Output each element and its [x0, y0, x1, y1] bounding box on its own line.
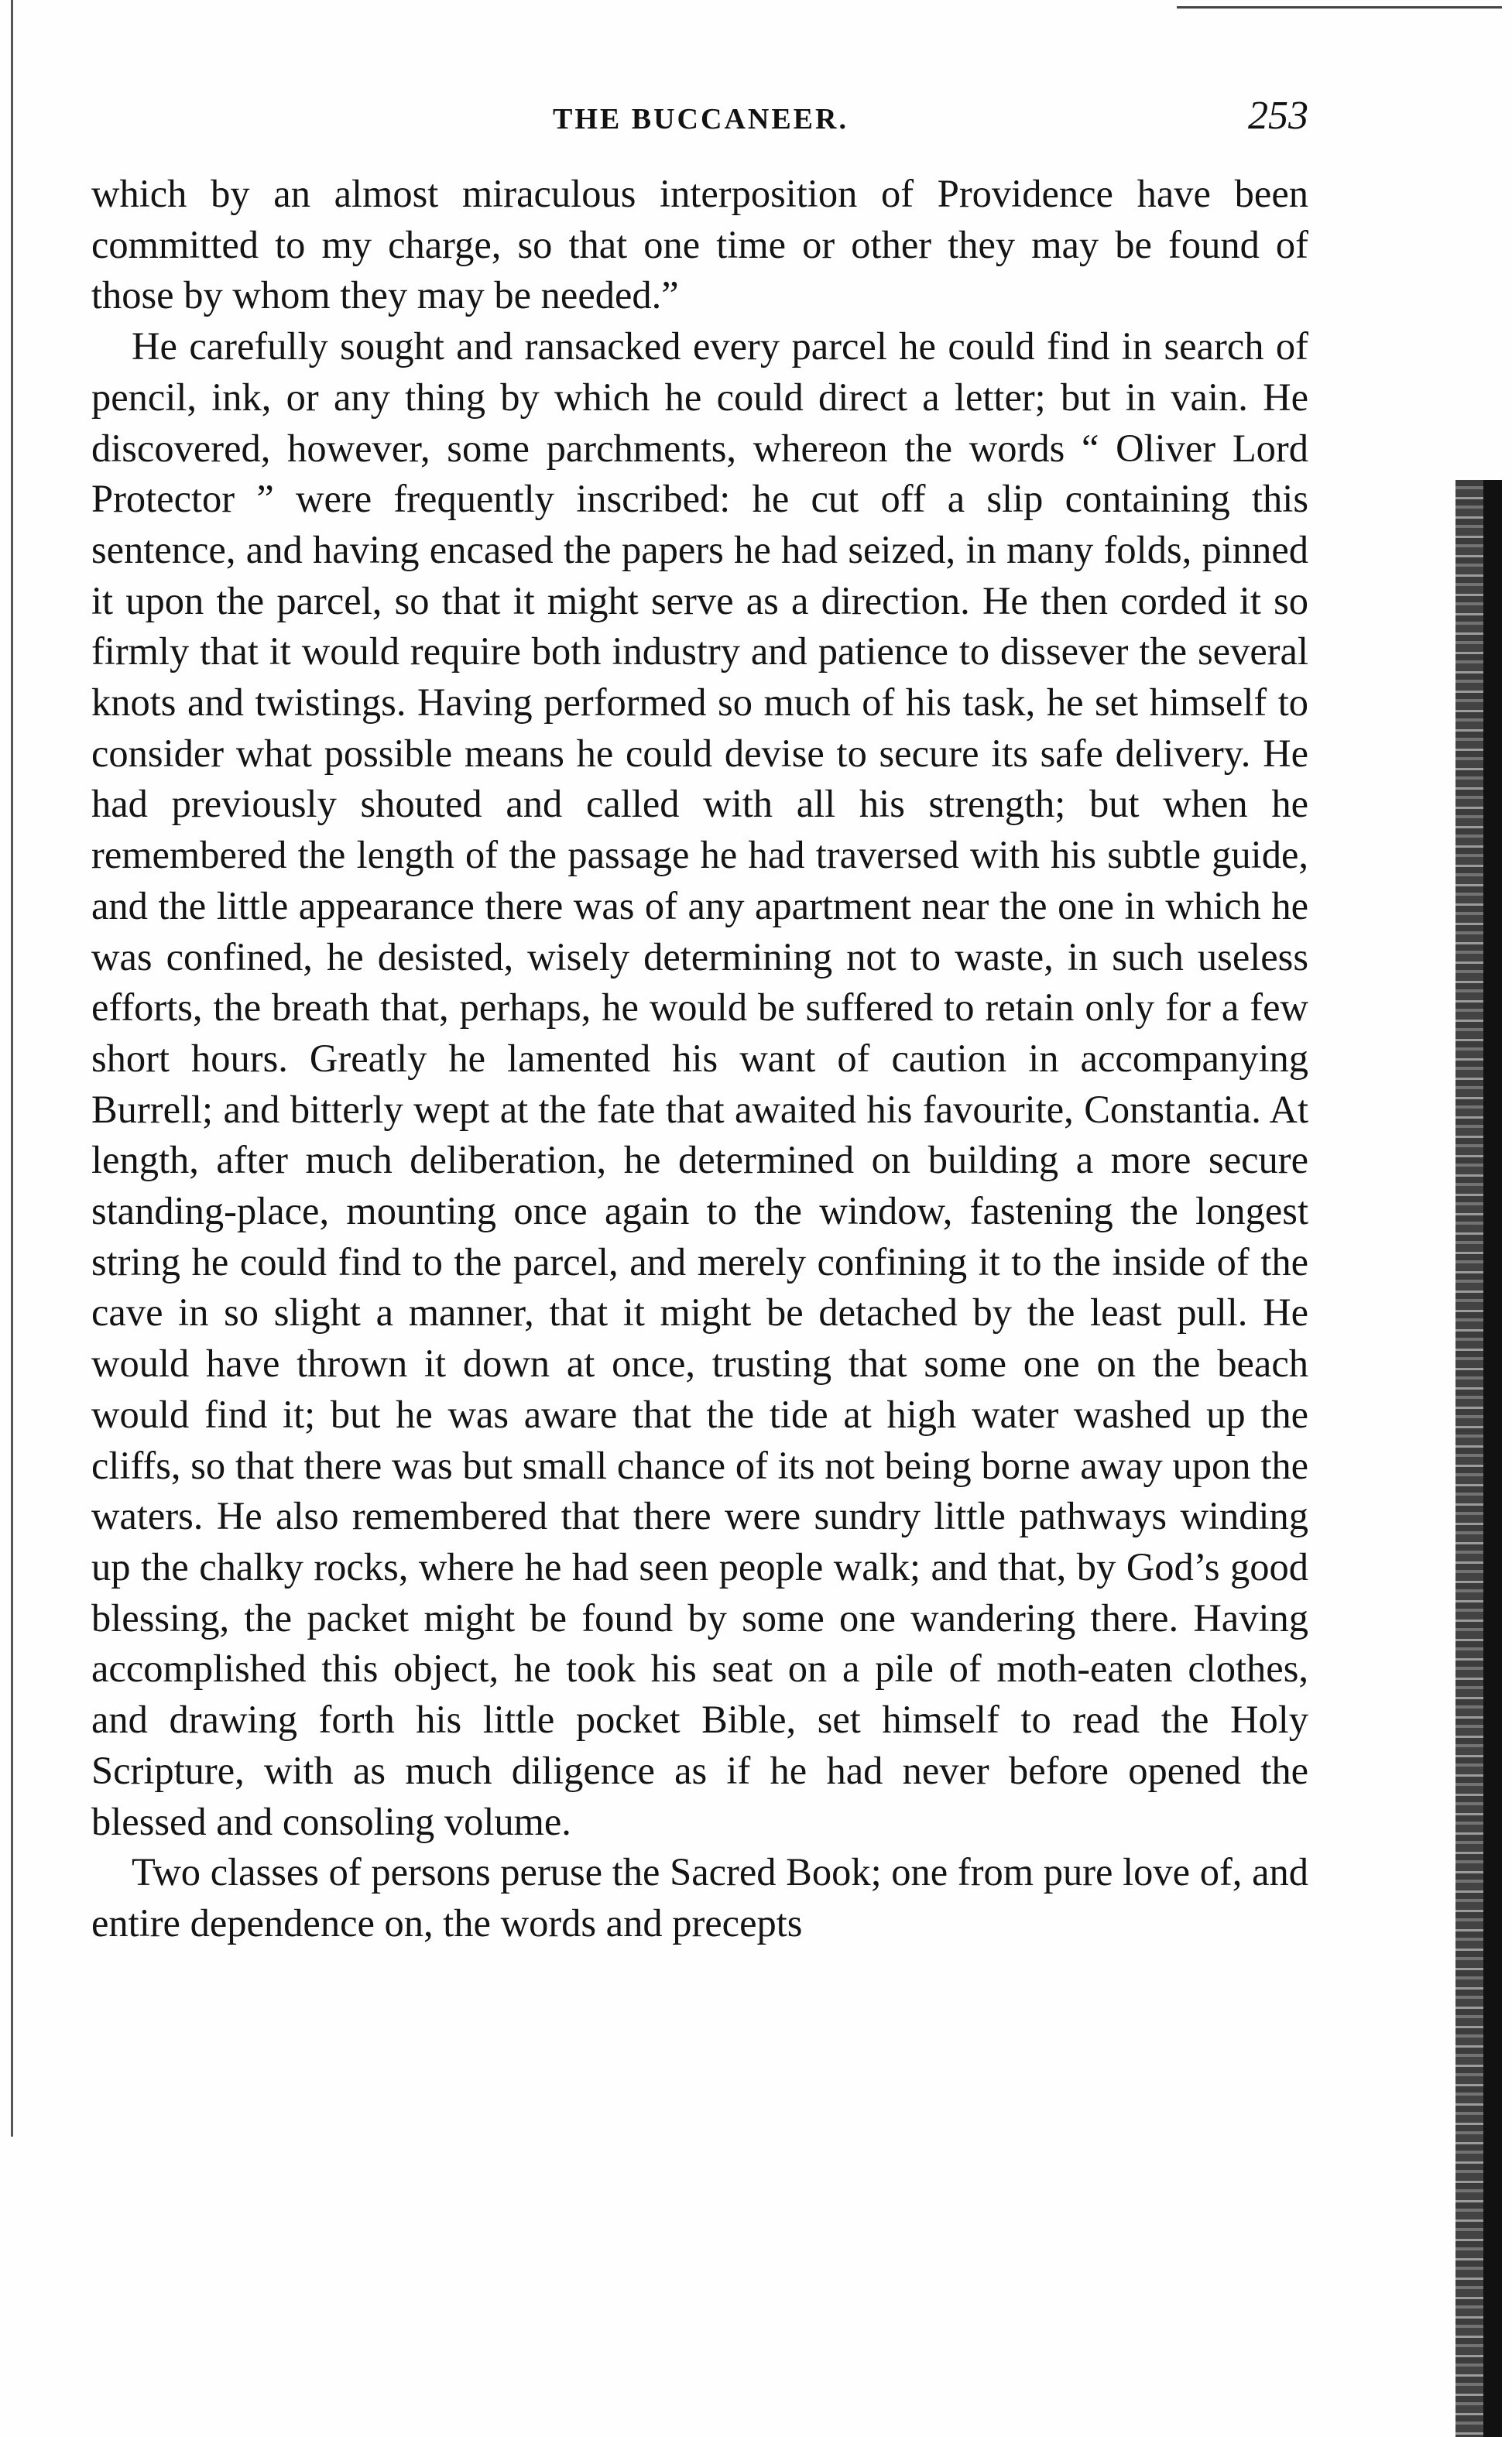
running-title: THE BUCCANEER. [553, 103, 849, 135]
page-edge-dark [1483, 480, 1502, 2437]
paragraph: He carefully sought and ransacked every parcel he could find in search of pencil, ink, or any thing by which he could direct a letter; but in vain. He discovered, however, some parchments, whereon the words “ Oliver Lord Protector ” were frequently inscribed: he cut off a slip containing this sentence, and having encased the papers he had seized, in many folds, pinned it upon the parcel, so that it might serve as a direction. He then corded it so firmly that it would require both industry and patience to dissever the several knots and twistings. Having performed so much of his task, he set himself to consider what possible means he could devise to secure its safe delivery. He had previously shouted and called with all his strength; but when he remembered the length of the passage he had traversed with his subtle guide, and the little appearance there was of any apartment near the one in which he was confined, he desisted, wisely determining not to waste, in such useless efforts, the breath that, perhaps, he would be suffered to retain only for a few short hours. Greatly he lamented his want of caution in accompanying Burrell; and bitterly wept at the fate that awaited his favourite, Constantia. At length, after much deliberation, he determined on building a more secure standing-place, mounting once again to the window, fastening the longest string he could find to the parcel, and merely confining it to the inside of the cave in so slight a manner, that it might be detached by the least pull. He would have thrown it down at once, trusting that some one on the beach would find it; but he was aware that the tide at high water washed up the cliffs, so that there was but small chance of its not being borne away upon the waters. He also remembered that there were sundry little pathways winding up the chalky rocks, where he had seen people walk; and that, by God’s good blessing, the packet might be found by some one wandering there. Having accomplished this object, he took his seat on a pile of moth-eaten clothes, and drawing forth his little pocket Bible, set himself to read the Holy Scripture, with as much diligence as if he had never before opened the blessed and consoling volume. [91, 324, 1308, 1843]
running-header [93, 93, 1308, 147]
top-rule [1177, 6, 1502, 9]
page-number: 253 [1248, 94, 1308, 138]
body-text [91, 169, 1308, 1949]
paragraph-continuation: which by an almost miraculous interposition of Providence have been committed to my charge, so that one time or other they may be found of those by whom they may be needed.” [91, 172, 1308, 317]
gutter-rule [11, 0, 13, 2137]
paragraph: Two classes of persons peruse the Sacred Book; one from pure love of, and entire dependence on, the words and precepts [91, 1850, 1308, 1945]
